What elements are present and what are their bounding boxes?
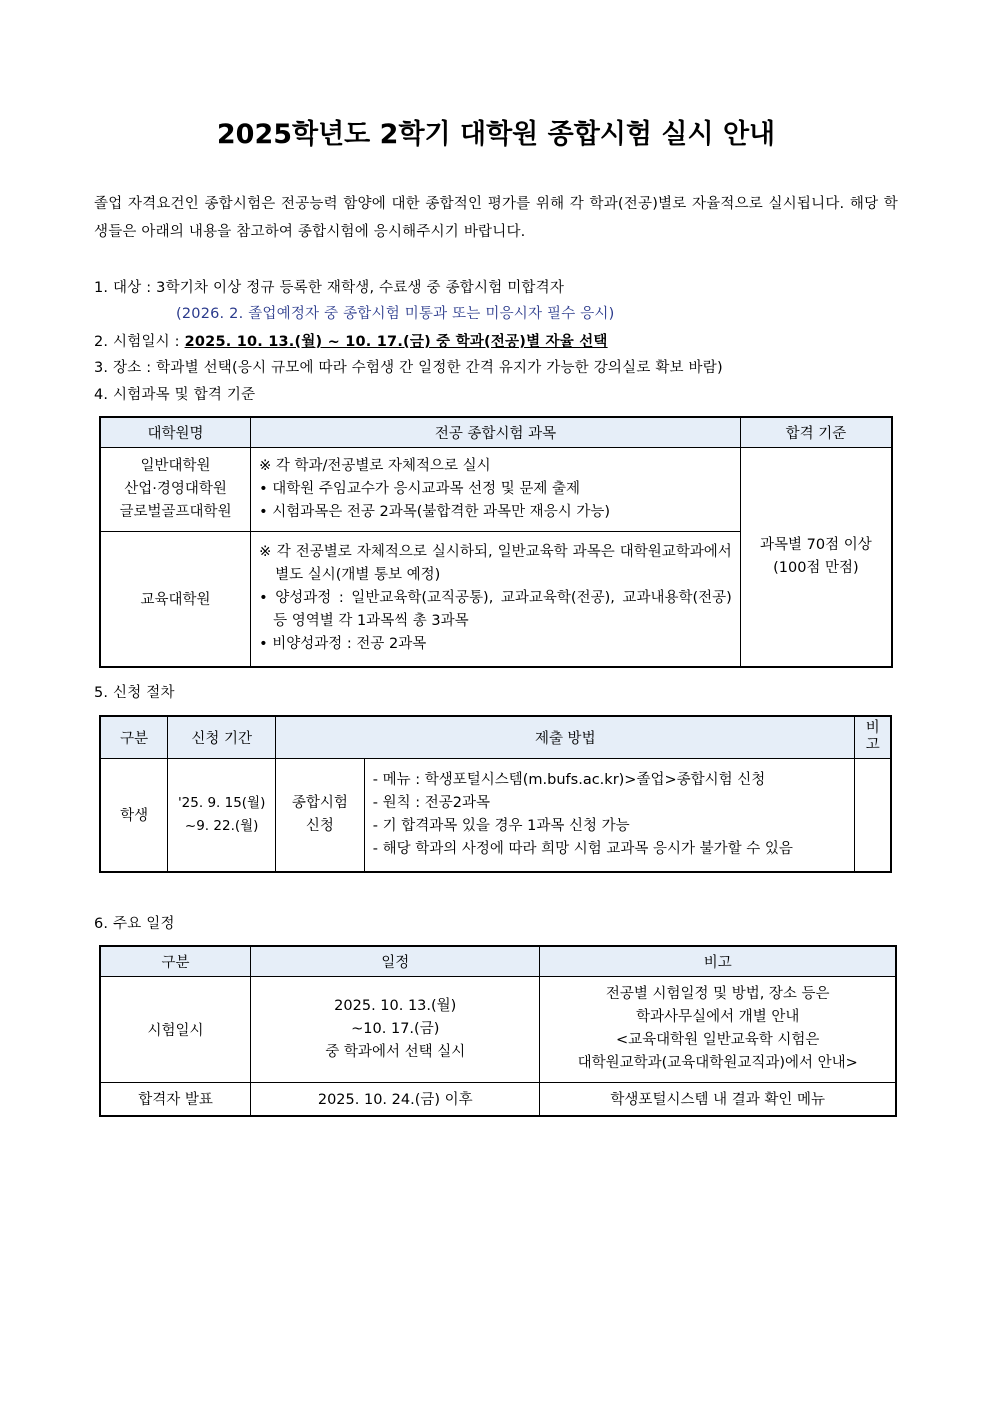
header-category: 구분: [100, 946, 251, 976]
page-title: 2025학년도 2학기 대학원 종합시험 실시 안내: [216, 119, 776, 150]
period-start: '25. 9. 15(월): [177, 794, 266, 811]
application-table: [99, 715, 892, 873]
detail-line: - 기 합격과목 있을 경우 1과목 신청 가능: [372, 817, 630, 834]
pass-criteria-cell: [740, 447, 892, 667]
remark-line: <교육대학원 일반교육학 시험은: [615, 1032, 820, 1048]
education-subjects-cell: [251, 531, 741, 667]
header-period: 신청 기간: [168, 716, 276, 758]
announcement-schedule: 2025. 10. 24.(금) 이후: [251, 1082, 540, 1116]
exam-date-schedule: [251, 976, 540, 1082]
detail-line: - 메뉴 : 학생포털시스템(m.bufs.ac.kr)>졸업>종합시험 신청: [372, 771, 766, 788]
school-name: 산업·경영대학원: [124, 480, 227, 497]
subject-line: • 양성과정 : 일반교육학(교직공통), 교과교육학(전공), 교과내용학(전공) 등 영역별 각 1과목씩 총 3과목: [259, 590, 732, 630]
exam-date-remark: [540, 976, 896, 1082]
period-end: ~9. 22.(월): [184, 817, 259, 834]
schedule-line: 중 학과에서 선택 실시: [325, 1043, 466, 1060]
remark-line: 학과사무실에서 개별 안내: [636, 1009, 800, 1025]
method-cell: [276, 758, 365, 872]
details-cell: [364, 758, 855, 872]
item-exam-date-value: 2025. 10. 13.(월) ~ 10. 17.(금) 중 학과(전공)별 자율 선택: [184, 334, 608, 350]
item-place: 3. 장소 : 학과별 선택(응시 규모에 따라 수험생 간 일정한 간격 유지가 가능한 강의실로 확보 바람): [94, 360, 723, 376]
item-target-note: (2026. 2. 졸업예정자 중 종합시험 미통과 또는 미응시자 필수 응시): [176, 306, 615, 322]
header-method: 제출 방법: [276, 716, 855, 758]
header-category: 구분: [100, 716, 168, 758]
subjects-table: [99, 416, 893, 668]
method-line: 종합시험: [291, 794, 348, 811]
item-target: 1. 대상 : 3학기차 이상 정규 등록한 재학생, 수료생 중 종합시험 미합격자: [94, 280, 565, 296]
header-remark: 비고: [540, 946, 896, 976]
detail-line: - 원칙 : 전공2과목: [372, 794, 490, 811]
education-school-cell: 교육대학원: [100, 531, 251, 667]
method-line: 신청: [305, 817, 334, 834]
category-cell: 학생: [100, 758, 168, 872]
announcement-remark: 학생포털시스템 내 결과 확인 메뉴: [540, 1082, 896, 1116]
item-application-heading: 5. 신청 절차: [94, 685, 175, 701]
subject-line: • 비양성과정 : 전공 2과목: [259, 636, 427, 653]
announcement-label: 합격자 발표: [100, 1082, 251, 1116]
item-exam-date-prefix: 2. 시험일시 :: [94, 334, 185, 350]
header-graduate-school: 대학원명: [100, 417, 251, 447]
schedule-line: 2025. 10. 13.(월): [334, 997, 457, 1014]
remark-line: 전공별 시험일정 및 방법, 장소 등은: [605, 986, 830, 1002]
intro-paragraph: 졸업 자격요건인 종합시험은 전공능력 함양에 대한 종합적인 평가를 위해 각 학과(전공)별로 자율적으로 실시됩니다. 해당 학생들은 아래의 내용을 참고하여 종합시험에 응시해주시기 바랍니다.: [94, 196, 898, 240]
schedule-table: [99, 945, 897, 1117]
school-name: 일반대학원: [140, 457, 211, 474]
remark-line: 대학원교학과(교육대학원교직과)에서 안내>: [577, 1055, 858, 1071]
remark-cell: [855, 758, 891, 872]
item-subjects-heading: 4. 시험과목 및 합격 기준: [94, 387, 256, 403]
subject-line: ※ 각 학과/전공별로 자체적으로 실시: [259, 457, 491, 474]
item-exam-date: [94, 330, 608, 351]
header-exam-subjects: 전공 종합시험 과목: [251, 417, 741, 447]
subject-line: • 대학원 주임교수가 응시교과목 선정 및 문제 출제: [259, 480, 581, 497]
pass-criteria-note: (100점 만점): [773, 559, 859, 576]
schedule-line: ~10. 17.(금): [351, 1020, 440, 1037]
header-pass-criteria: 합격 기준: [740, 417, 892, 447]
exam-date-label: 시험일시: [100, 976, 251, 1082]
schools-cell: [100, 447, 251, 531]
school-name: 글로벌골프대학원: [119, 503, 232, 520]
item-schedule-heading: 6. 주요 일정: [94, 916, 175, 932]
pass-criteria-score: 과목별 70점 이상: [760, 536, 872, 553]
subject-line: ※ 각 전공별로 자체적으로 실시하되, 일반교육학 과목은 대학원교학과에서 별도 실시(개별 통보 예정): [259, 544, 732, 584]
detail-line: - 해당 학과의 사정에 따라 희망 시험 교과목 응시가 불가할 수 있음: [372, 840, 793, 857]
header-schedule: 일정: [251, 946, 540, 976]
general-subjects-cell: [251, 447, 741, 531]
subject-line: • 시험과목은 전공 2과목(불합격한 과목만 재응시 가능): [259, 503, 610, 520]
header-remark: 비고: [855, 716, 891, 758]
period-cell: [168, 758, 276, 872]
